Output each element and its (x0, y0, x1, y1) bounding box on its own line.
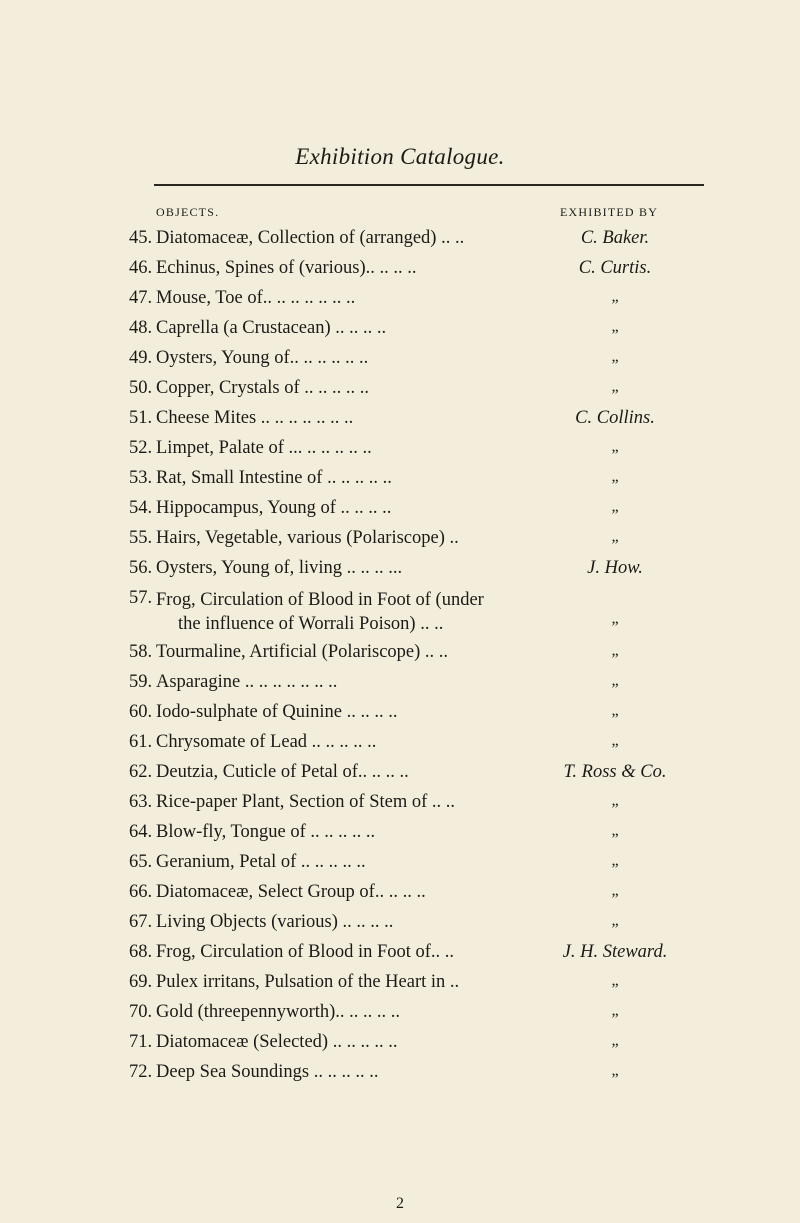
entry-number: 57. (129, 588, 153, 608)
entry-object: Chrysomate of Lead .. .. .. .. .. (156, 732, 377, 752)
entry-object (156, 588, 521, 636)
entry-object: Blow-fly, Tongue of .. .. .. .. .. (156, 822, 376, 842)
ditto-mark: „ (611, 822, 619, 839)
entry-number: 46. (129, 258, 153, 278)
entry-number: 56. (129, 558, 153, 578)
page-number: 2 (396, 1195, 404, 1212)
ditto-mark: „ (611, 318, 619, 335)
entry-number: 53. (129, 468, 153, 488)
entry-object: Gold (threepennyworth).. .. .. .. .. (156, 1002, 401, 1022)
ditto-mark: „ (611, 882, 619, 899)
entry-object: Deep Sea Soundings .. .. .. .. .. (156, 1062, 379, 1082)
entry-object-line: Frog, Circulation of Blood in Foot of (under (156, 590, 484, 610)
entry-number: 66. (129, 882, 153, 902)
entry-number: 50. (129, 378, 153, 398)
entry-object: Hairs, Vegetable, various (Polariscope) .. (156, 528, 459, 548)
entry-number: 67. (129, 912, 153, 932)
entry-number: 54. (129, 498, 153, 518)
entry-exhibitor: J. H. Steward. (562, 942, 668, 962)
entry-number: 48. (129, 318, 153, 338)
entry-number: 69. (129, 972, 153, 992)
entry-number: 59. (129, 672, 153, 692)
entry-number: 49. (129, 348, 153, 368)
ditto-mark: „ (611, 348, 619, 365)
ditto-mark: „ (611, 498, 619, 515)
ditto-mark: „ (611, 972, 619, 989)
ditto-mark: „ (611, 912, 619, 929)
entry-number: 71. (129, 1032, 153, 1052)
ditto-mark: „ (611, 732, 619, 749)
entry-number: 51. (129, 408, 153, 428)
entry-number: 63. (129, 792, 153, 812)
entry-object: Caprella (a Crustacean) .. .. .. .. (156, 318, 387, 338)
ditto-mark: „ (611, 610, 619, 627)
entry-number: 62. (129, 762, 153, 782)
entry-number: 70. (129, 1002, 153, 1022)
ditto-mark: „ (611, 438, 619, 455)
ditto-mark: „ (611, 378, 619, 395)
entry-object: Pulex irritans, Pulsation of the Heart in .. (156, 972, 460, 992)
entry-exhibitor: J. How. (587, 558, 643, 578)
ditto-mark: „ (611, 1002, 619, 1019)
ditto-mark: „ (611, 672, 619, 689)
ditto-mark: „ (611, 642, 619, 659)
entry-number: 60. (129, 702, 153, 722)
entry-number: 45. (129, 228, 153, 248)
entry-object: Diatomaceæ (Selected) .. .. .. .. .. (156, 1032, 398, 1052)
entry-exhibitor: T. Ross & Co. (563, 762, 667, 782)
entry-object: Oysters, Young of.. .. .. .. .. .. (156, 348, 369, 368)
entry-object: Iodo-sulphate of Quinine .. .. .. .. (156, 702, 398, 722)
entry-object: Oysters, Young of, living .. .. .. ... (156, 558, 403, 578)
entry-object: Copper, Crystals of .. .. .. .. .. (156, 378, 370, 398)
entry-exhibitor: C. Baker. (580, 228, 650, 248)
entry-number: 65. (129, 852, 153, 872)
entry-object: Limpet, Palate of ... .. .. .. .. .. (156, 438, 372, 458)
entry-number: 58. (129, 642, 153, 662)
entry-object: Rice-paper Plant, Section of Stem of .. .. (156, 792, 456, 812)
entry-number: 52. (129, 438, 153, 458)
entry-object: Mouse, Toe of.. .. .. .. .. .. .. (156, 288, 356, 308)
ditto-mark: „ (611, 852, 619, 869)
entry-object: Asparagine .. .. .. .. .. .. .. (156, 672, 338, 692)
column-heading-objects: OBJECTS. (156, 205, 220, 219)
column-heading-exhibited-by: EXHIBITED BY (560, 205, 659, 219)
entry-object: Hippocampus, Young of .. .. .. .. (156, 498, 392, 518)
entry-object: Cheese Mites .. .. .. .. .. .. .. (156, 408, 354, 428)
entry-number: 61. (129, 732, 153, 752)
entry-number: 72. (129, 1062, 153, 1082)
ditto-mark: „ (611, 702, 619, 719)
entry-object: Deutzia, Cuticle of Petal of.. .. .. .. (156, 762, 409, 782)
ditto-mark: „ (611, 468, 619, 485)
ditto-mark: „ (611, 528, 619, 545)
ditto-mark: „ (611, 1032, 619, 1049)
entry-object: Diatomaceæ, Collection of (arranged) .. .. (156, 228, 465, 248)
entry-number: 47. (129, 288, 153, 308)
entry-exhibitor: C. Curtis. (578, 258, 652, 278)
ditto-mark: „ (611, 792, 619, 809)
entry-object-continuation: the influence of Worrali Poison) .. .. (178, 614, 444, 634)
entry-object: Living Objects (various) .. .. .. .. (156, 912, 394, 932)
entry-number: 55. (129, 528, 153, 548)
entry-exhibitor: C. Collins. (575, 408, 655, 428)
entry-object: Frog, Circulation of Blood in Foot of.. .. (156, 942, 455, 962)
entry-object: Diatomaceæ, Select Group of.. .. .. .. (156, 882, 426, 902)
entry-object: Tourmaline, Artificial (Polariscope) .. .. (156, 642, 449, 662)
ditto-mark: „ (611, 288, 619, 305)
entry-object: Geranium, Petal of .. .. .. .. .. (156, 852, 366, 872)
entry-number: 64. (129, 822, 153, 842)
page-title: Exhibition Catalogue. (295, 144, 505, 169)
ditto-mark: „ (611, 1062, 619, 1079)
entry-number: 68. (129, 942, 153, 962)
entry-object: Echinus, Spines of (various).. .. .. .. (156, 258, 417, 278)
entry-object: Rat, Small Intestine of .. .. .. .. .. (156, 468, 392, 488)
